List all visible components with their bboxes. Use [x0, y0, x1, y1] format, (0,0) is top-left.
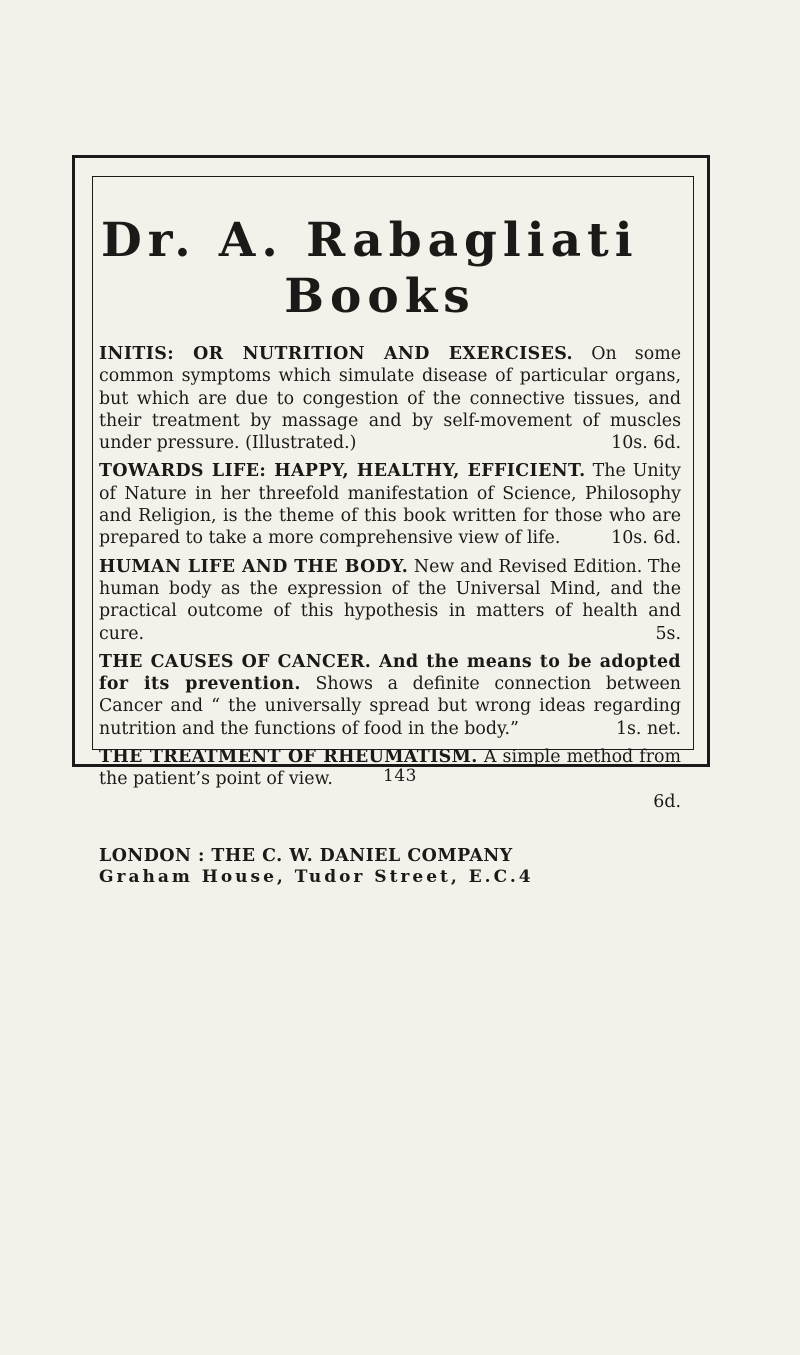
book-price: 1s. net. — [615, 718, 681, 739]
book-description: On some common symptoms which simulate disease of particular organs, but which are due to congestion of the connective tissues, and their treatment by massage and by self-movement of muscles under pressure. (Illustrated.) — [99, 344, 681, 454]
book-price: 6d. — [653, 791, 681, 812]
book-price: 5s. — [655, 623, 681, 644]
book-title: INITIS: OR NUTRITION AND EXERCISES. — [99, 344, 574, 364]
book-title: TOWARDS LIFE: HAPPY, HEALTHY, EFFICIENT. — [99, 461, 586, 482]
book-title: HUMAN LIFE AND THE BODY. — [99, 556, 409, 577]
book-description: A simple method from the patient’s point of view. — [99, 747, 682, 790]
book-price: 10s. 6d. — [611, 433, 681, 454]
book-description: New and Revised Edition. The human body as the expression of the Universal Mind, and the practical outcome of this hypothesis in matters of health and cure. — [99, 556, 682, 644]
page-title: Dr. A. Rabagliati — [101, 213, 639, 268]
book-entry-towards-life — [99, 460, 681, 549]
publisher-imprint: LONDON : THE C. W. DANIEL COMPANY — [99, 845, 513, 866]
book-title: THE TREATMENT OF RHEUMATISM. — [99, 747, 478, 768]
book-entry-initis — [99, 343, 681, 454]
publisher-address: Graham House, Tudor Street, E.C.4 — [99, 866, 534, 887]
book-entry-causes-of-cancer — [99, 651, 681, 740]
book-description: Shows a definite connection between Cancer and “ the universally spread but wrong ideas regarding nutrition and the functions of food in the body.” — [99, 674, 681, 739]
page-subtitle: Books — [284, 269, 476, 324]
book-entry-human-life — [99, 556, 681, 645]
book-description: The Unity of Nature in her threefold manifestation of Science, Philosophy and Religion, is the theme of this book written for those who are prepared to take a more comprehensive view of life. — [99, 461, 681, 549]
book-title: THE CAUSES OF CANCER. And the means to be adopted for its prevention. — [99, 651, 681, 695]
page-number: 143 — [383, 766, 417, 786]
book-price: 10s. 6d. — [611, 528, 681, 549]
